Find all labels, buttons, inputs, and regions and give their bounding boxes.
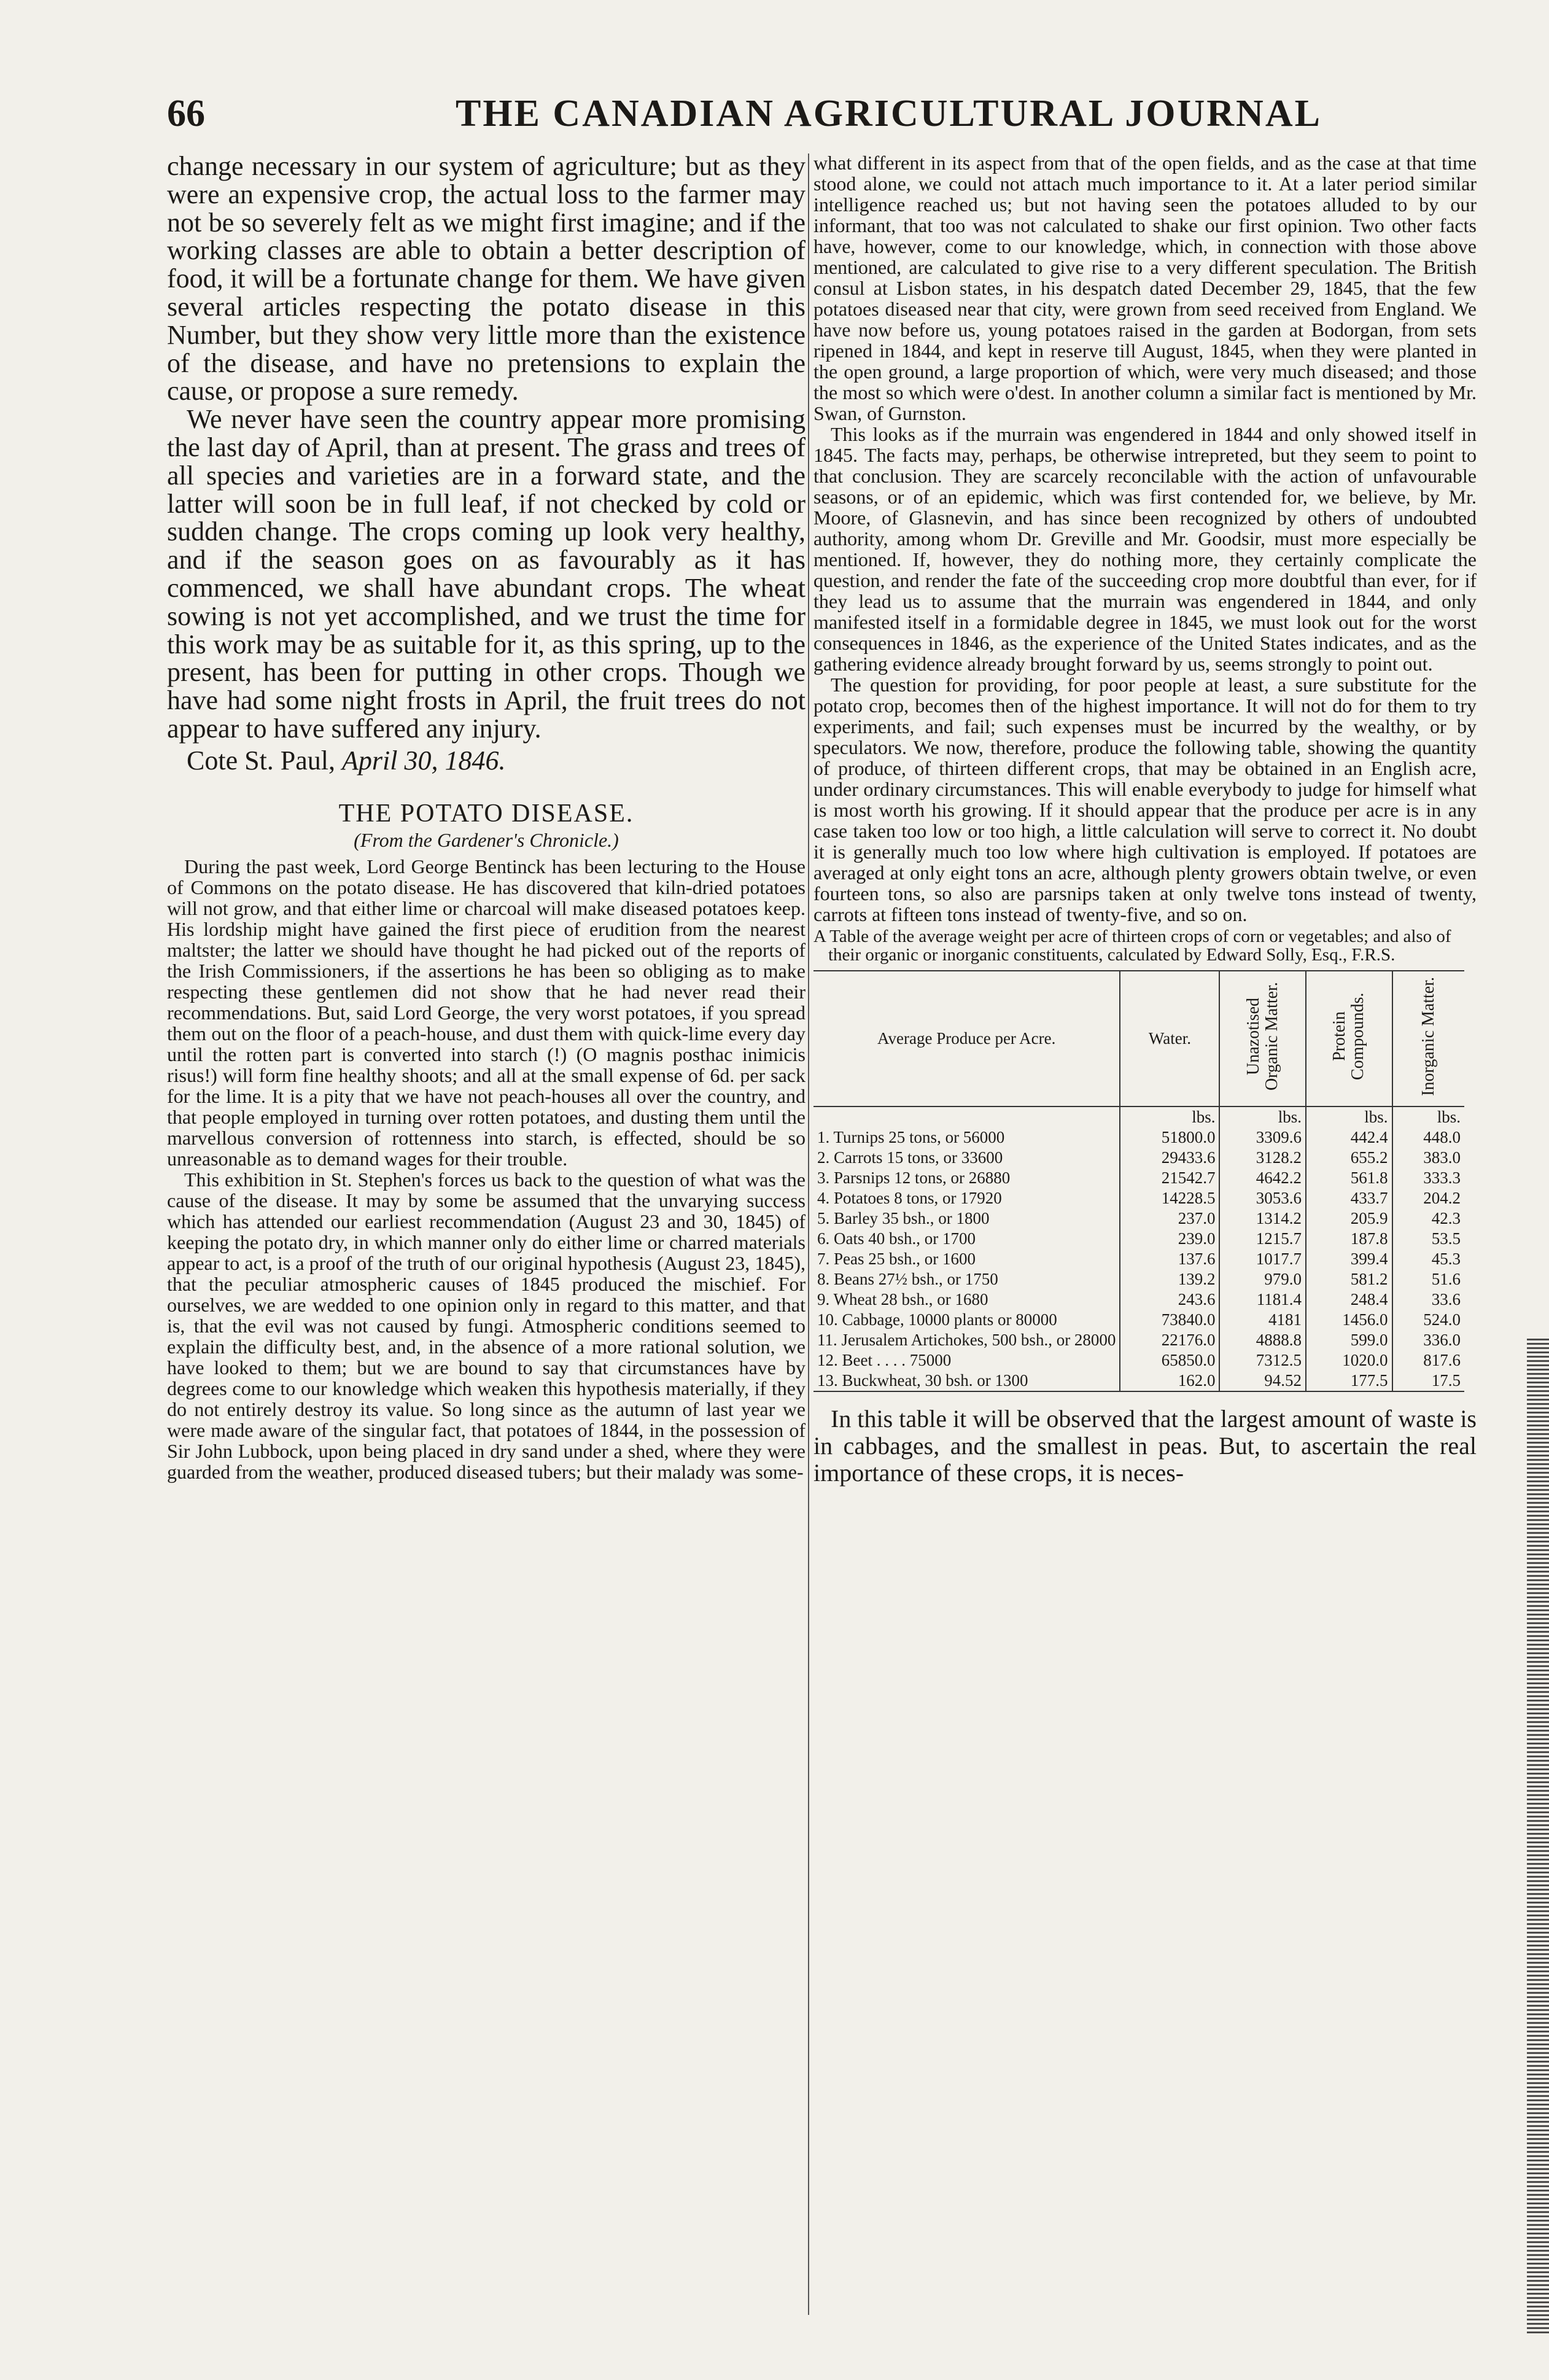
editorial-paragraph: change necessary in our system of agriculture; but as they were an expensive crop, the actual loss to the farmer may not be so severely felt as we might first imagine; and if the working classes are able to obtain a better description of food, it will be a fortunate change for them. We have given several articles respecting the potato disease in this Number, but they show very little more than the existence of the disease, and have no pretensions to explain the cause, or propose a sure remedy. [167, 151, 806, 406]
article-paragraph: This looks as if the murrain was engendered in 1844 and only showed itself in 1845. The facts may, perhaps, be otherwise intrepreted, but they seem to point to that conclusion. They are scarcely reconcilable with the action of unfavourable seasons, or of an epidemic, which was first contended for, we believe, by Mr. Moore, of Glasnevin, and has since been recognized by others of undoubted authority, among whom Dr. Greville and Mr. Goodsir, must more especially be mentioned. If, however, they do nothing more, they certainly complicate the question, and render the fate of the succeeding crop more doubtful than ever, for if they lead us to assume that the murrain was engendered in 1844, and only manifested itself in a formidable degree in 1845, we must look out for the worst consequences in 1846, as the experience of the United States indicates, and as the gathering evidence already brought forward by us, seems strongly to point out. [813, 423, 1477, 675]
value-cell: 4181 [1219, 1310, 1306, 1330]
value-cell: 177.5 [1306, 1371, 1392, 1391]
value-cell: 17.5 [1392, 1371, 1464, 1391]
value-cell: 204.2 [1392, 1188, 1464, 1208]
value-cell: 1314.2 [1219, 1208, 1306, 1229]
value-cell: 817.6 [1392, 1350, 1464, 1371]
value-cell: 3309.6 [1219, 1127, 1306, 1148]
table-caption: A Table of the average weight per acre of thirteen crops of corn or vegetables; and also of their organic or inorganic constituents, calculated by Edward Solly, Esq., F.R.S. [813, 927, 1451, 965]
value-cell: 14228.5 [1120, 1188, 1219, 1208]
table-row [813, 1350, 1464, 1371]
crop-cell: 3. Parsnips 12 tons, or 26880 [817, 1169, 1011, 1187]
crop-cell: 1. Turnips 25 tons, or 56000 [817, 1128, 1005, 1146]
table-row [813, 1330, 1464, 1350]
article-paragraph: The question for providing, for poor people at least, a sure substitute for the potato crop, becomes then of the highest importance. It will not do for them to try experiments, and fail; such expenses must be incurred by the wealthy, or by speculators. We now, therefore, produce the following table, showing the quantity of produce, of thirteen different crops, that may be obtained in an English acre, under ordinary circumstances. This will enable everybody to judge for himself what is most worth his growing. If it should appear that the produce per acre is in any case taken too low or too high, a little calculation will serve to correct it. No doubt it is generally much too low where high cultivation is employed. If potatoes are averaged at only eight tons an acre, although plenty growers obtain twelve, or even fourteen tons, so also are parsnips taken at only twelve tons instead of twenty, carrots at fifteen tons instead of twenty-five, and so on. [813, 674, 1477, 925]
crop-cell: 5. Barley 35 bsh., or 1800 [817, 1209, 990, 1227]
value-cell: 139.2 [1120, 1269, 1219, 1289]
value-cell: 524.0 [1392, 1310, 1464, 1330]
table-header-row [813, 971, 1464, 1106]
header-water: Water. [1120, 971, 1219, 1106]
editorial-paragraph: We never have seen the country appear more promising the last day of April, than at present. The grass and trees of all species and varieties are in a forward state, and the latter will soon be in full leaf, if not checked by cold or sudden change. The crops coming up look very healthy, and if the season goes on as favourably as it has commenced, we shall have abundant crops. The wheat sowing is not yet accomplished, and we trust the time for this work may be as suitable for it, as this spring, up to the present, has been for putting in other crops. Though we have had some night frosts in April, the fruit trees do not appear to have suffered any injury. [167, 404, 806, 744]
table-row [813, 1127, 1464, 1148]
article-paragraph: During the past week, Lord George Bentinck has been lecturing to the House of Commons on the potato disease. He has discovered that kiln-dried potatoes will not grow, and that either lime or charcoal will make diseased potatoes keep. His lordship might have gained the first piece of erudition from the nearest maltster; the latter we should have thought he had picked out of the reports of the Irish Commissioners, if the assertions he has been so obliging as to make respecting these gentlemen did not show that he had never read their recommendations. But, said Lord George, the very worst potatoes, if you spread them out on the floor of a peach-house, and dust them with quick-lime every day until the rotten part is converted into starch (!) (O magnis posthac inimicis risus!) will form fine healthy shoots; and all at the small expense of 6d. per sack for the lime. It is a pity that we have not peach-houses all over the country, and that people employed in turning over rotten potatoes, and dusting them until the marvellous conversion of rottenness into starch, is effected, should be so unreasonable as to demand wages for their trouble. [167, 855, 806, 1170]
crop-cell: 6. Oats 40 bsh., or 1700 [817, 1229, 976, 1248]
table-row [813, 1249, 1464, 1269]
value-cell: 243.6 [1120, 1289, 1219, 1310]
value-cell: 3053.6 [1219, 1188, 1306, 1208]
scan-edge-artifact [1527, 1339, 1549, 2333]
value-cell: 1017.7 [1219, 1249, 1306, 1269]
header-inorganic: Inorganic Matter. [1392, 971, 1464, 1106]
value-cell: 581.2 [1306, 1269, 1392, 1289]
table-row [813, 1371, 1464, 1391]
table-row [813, 1289, 1464, 1310]
value-cell: 442.4 [1306, 1127, 1392, 1148]
journal-title: THE CANADIAN AGRICULTURAL JOURNAL [456, 93, 1322, 134]
value-cell: 45.3 [1392, 1249, 1464, 1269]
header-produce: Average Produce per Acre. [813, 971, 1120, 1106]
value-cell: 29433.6 [1120, 1148, 1219, 1168]
value-cell: 979.0 [1219, 1269, 1306, 1289]
crop-cell: 8. Beans 27½ bsh., or 1750 [817, 1270, 998, 1288]
editorial-signature [167, 747, 806, 775]
value-cell: 1020.0 [1306, 1350, 1392, 1371]
value-cell: 22176.0 [1120, 1330, 1219, 1350]
produce-table [813, 970, 1464, 1392]
value-cell: 239.0 [1120, 1229, 1219, 1249]
crop-cell: 10. Cabbage, 10000 plants or 80000 [817, 1310, 1057, 1329]
table-row [813, 1208, 1464, 1229]
table-row [813, 1148, 1464, 1168]
value-cell: 1215.7 [1219, 1229, 1306, 1249]
page-header [167, 92, 1456, 147]
article-title: THE POTATO DISEASE. [338, 799, 634, 828]
value-cell: 399.4 [1306, 1249, 1392, 1269]
crop-cell: 13. Buckwheat, 30 bsh. or 1300 [813, 1371, 1120, 1391]
crop-cell: 2. Carrots 15 tons, or 33600 [817, 1148, 1003, 1167]
value-cell: 599.0 [1306, 1330, 1392, 1350]
page-number: 66 [167, 93, 205, 134]
value-cell: 73840.0 [1120, 1310, 1219, 1330]
crop-cell: 11. Jerusalem Artichokes, 500 bsh., or 28000 [817, 1331, 1116, 1349]
value-cell: 383.0 [1392, 1148, 1464, 1168]
article-paragraph: what different in its aspect from that of the open fields, and as the case at that time stood alone, we could not attach much importance to it. At a later period similar intelligence reached us; but not having seen the potatoes alluded to by our informant, that too was not calculated to shake our first opinion. Two other facts have, however, come to our knowledge, which, in connection with those above mentioned, are calculated to give rise to a very different speculation. The British consul at Lisbon states, in his despatch dated December 29, 1845, that the few potatoes diseased near that city, were grown from seed received from England. We have now before us, young potatoes raised in the garden at Bodorgan, from sets ripened in 1844, and kept in reserve till August, 1845, when they were planted in the open ground, a large proportion of which, were very much diseased; and those the most so which were o'dest. In another column a similar fact is mentioned by Mr. Swan, of Gurnston. [813, 152, 1477, 424]
signature-date: April 30, 1846. [342, 745, 506, 776]
value-cell: 162.0 [1120, 1371, 1219, 1391]
value-cell: 7312.5 [1219, 1350, 1306, 1371]
crop-cell: 4. Potatoes 8 tons, or 17920 [817, 1189, 1002, 1207]
value-cell: 3128.2 [1219, 1148, 1306, 1168]
value-cell: 433.7 [1306, 1188, 1392, 1208]
value-cell: 655.2 [1306, 1148, 1392, 1168]
value-cell: 4642.2 [1219, 1168, 1306, 1188]
value-cell: 21542.7 [1120, 1168, 1219, 1188]
table-row [813, 1188, 1464, 1208]
value-cell: 333.3 [1392, 1168, 1464, 1188]
signature-place: Cote St. Paul, [187, 745, 336, 776]
value-cell: 336.0 [1392, 1330, 1464, 1350]
article-paragraph: This exhibition in St. Stephen's forces us back to the question of what was the cause of the disease. It may by some be assumed that the unvarying success which has attended our earliest recommendation (August 23 and 30, 1845) of keeping the potato dry, in which manner only do either lime or charred materials appear to act, is a proof of the truth of our original hypothesis (August 23, 1845), that the peculiar atmospheric causes of 1845 produced the mischief. For ourselves, we are wedded to one opinion only in regard to this matter, and that is, that the evil was not caused by fungi. Atmospheric conditions seemed to explain the difficulty best, and, in the absence of a more rational solution, we have looked to them; but we are bound to say that circumstances have by degrees come to our knowledge which weaken this hypothesis materially, if they do not entirely destroy its value. So long since as the autumn of last year we were made aware of the singular fact, that potatoes of 1844, in the possession of Sir John Lubbock, upon being placed in dry sand under a shed, where they were guarded from the weather, produced diseased tubers; but their malady was some- [167, 1168, 806, 1483]
header-protein: Protein Compounds. [1306, 971, 1392, 1106]
table-row [813, 1310, 1464, 1330]
value-cell: 1456.0 [1306, 1310, 1392, 1330]
value-cell: 33.6 [1392, 1289, 1464, 1310]
value-cell: 53.5 [1392, 1229, 1464, 1249]
value-cell: 187.8 [1306, 1229, 1392, 1249]
value-cell: 248.4 [1306, 1289, 1392, 1310]
table-row [813, 1168, 1464, 1188]
closing-paragraph: In this table it will be observed that the largest amount of waste is in cabbages, and the smallest in peas. But, to ascertain the real importance of these crops, it is neces- [813, 1405, 1477, 1487]
value-cell: 94.52 [1219, 1371, 1306, 1391]
value-cell: 205.9 [1306, 1208, 1392, 1229]
table-row [813, 1229, 1464, 1249]
value-cell: 237.0 [1120, 1208, 1219, 1229]
table-body [813, 1106, 1464, 1391]
value-cell: 42.3 [1392, 1208, 1464, 1229]
value-cell: 448.0 [1392, 1127, 1464, 1148]
value-cell: 4888.8 [1219, 1330, 1306, 1350]
units-row: lbs. lbs. lbs. lbs. [813, 1106, 1464, 1127]
value-cell: 137.6 [1120, 1249, 1219, 1269]
value-cell: 51.6 [1392, 1269, 1464, 1289]
crop-cell: 12. Beet . . . . 75000 [817, 1351, 952, 1369]
value-cell: 561.8 [1306, 1168, 1392, 1188]
article-source: (From the Gardener's Chronicle.) [354, 828, 619, 851]
crop-cell: 7. Peas 25 bsh., or 1600 [817, 1250, 976, 1268]
header-unazotised: Unazotised Organic Matter. [1219, 971, 1306, 1106]
left-column [167, 152, 806, 1482]
value-cell: 1181.4 [1219, 1289, 1306, 1310]
value-cell: 65850.0 [1120, 1350, 1219, 1371]
column-divider [808, 154, 809, 2315]
table-row [813, 1269, 1464, 1289]
crop-cell: 9. Wheat 28 bsh., or 1680 [817, 1290, 988, 1309]
value-cell: 51800.0 [1120, 1127, 1219, 1148]
right-column [813, 152, 1477, 1487]
